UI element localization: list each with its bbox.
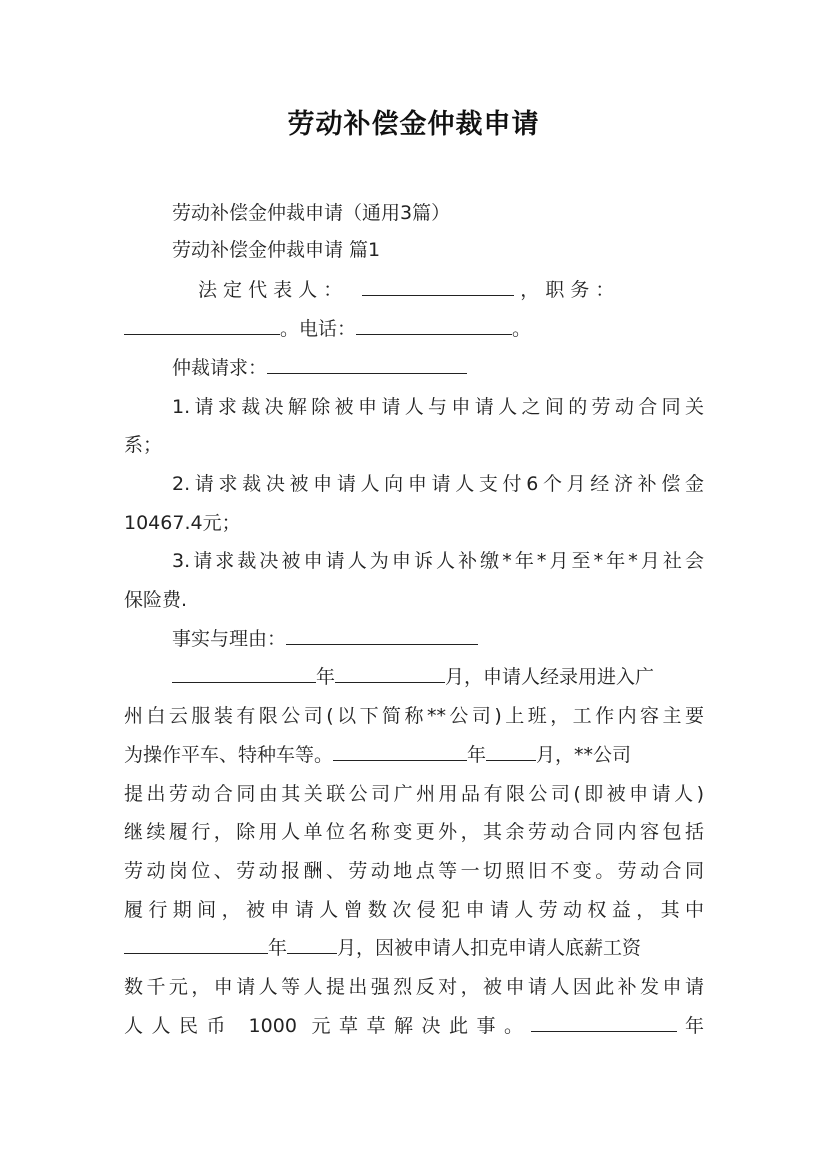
facts-para-line-4: 提出劳动合同由其关联公司广州用品有限公司(即被申请人): [124, 783, 704, 805]
facts-para-line-9: 数千元，申请人等人提出强烈反对，被申请人因此补发申请: [124, 976, 704, 998]
representative-line: [198, 277, 704, 303]
facts-text-3b: 月，**公司: [536, 744, 632, 766]
facts-para-line-7: 履行期间，被申请人曾数次侵犯申请人劳动权益，其中: [124, 899, 704, 921]
position-label: ， 职 务 ：: [520, 279, 615, 301]
facts-line: [172, 626, 704, 652]
facts-text-1: 月，申请人经录用进入广: [445, 666, 655, 688]
year-blank-4: [531, 1013, 677, 1032]
facts-para-line-8: [124, 935, 704, 961]
facts-para-line-5: 继续履行，除用人单位名称变更外，其余劳动合同内容包括: [124, 821, 704, 843]
year-blank-1: [172, 664, 316, 683]
month-blank-2: [486, 742, 536, 761]
claim-2-line-2: 10467.4元；: [124, 512, 241, 534]
claims-label: 仲裁请求：: [172, 357, 268, 379]
facts-text-3: 为操作平车、特种车等。: [124, 744, 334, 766]
facts-text-10: 人人民币 1000 元草草解决此事。: [124, 1015, 523, 1037]
claim-1-line-1: 1.请求裁决解除被申请人与申请人之间的劳动合同关: [172, 396, 704, 418]
phone-end: 。: [512, 318, 532, 340]
claims-blank: [267, 355, 467, 374]
facts-para-line-10: [124, 1013, 704, 1039]
facts-para-line-6: 劳动岗位、劳动报酬、劳动地点等一切照旧不变。劳动合同: [124, 860, 704, 882]
section-heading: 劳动补偿金仲裁申请 篇1: [172, 239, 381, 261]
month-blank-1: [335, 664, 445, 683]
document-title: 劳动补偿金仲裁申请: [287, 109, 540, 140]
phone-line: [124, 316, 704, 342]
year-label-4: 年: [684, 1015, 704, 1037]
claims-line: [172, 355, 704, 381]
claim-3-line-2: 保险费.: [124, 589, 188, 611]
year-label-3: 年: [268, 937, 288, 959]
claim-3-line-1: 3.请求裁决被申请人为申诉人补缴*年*月至*年*月社会: [172, 550, 704, 572]
representative-label: 法 定 代 表 人 ：: [198, 279, 343, 301]
facts-para-line-3: [124, 742, 704, 768]
facts-para-line-1: [172, 664, 704, 690]
representative-blank: [362, 277, 514, 296]
phone-label: 。电话：: [280, 318, 357, 340]
facts-label: 事实与理由：: [172, 628, 287, 650]
phone-blank: [356, 316, 512, 335]
year-blank-2: [333, 742, 467, 761]
facts-para-line-2: 州白云服装有限公司(以下简称**公司)上班，工作内容主要: [124, 705, 704, 727]
position-blank: [124, 316, 280, 335]
subtitle-line: 劳动补偿金仲裁申请（通用3篇）: [172, 202, 451, 224]
facts-blank: [286, 626, 478, 645]
year-label-2: 年: [467, 744, 487, 766]
year-label-1: 年: [316, 666, 336, 688]
facts-text-8: 月，因被申请人扣克申请人底薪工资: [337, 937, 642, 959]
claim-1-line-2: 系；: [124, 434, 163, 456]
month-blank-3: [287, 935, 337, 954]
claim-2-line-1: 2.请求裁决被申请人向申请人支付6个月经济补偿金: [172, 473, 704, 495]
year-blank-3: [124, 935, 268, 954]
